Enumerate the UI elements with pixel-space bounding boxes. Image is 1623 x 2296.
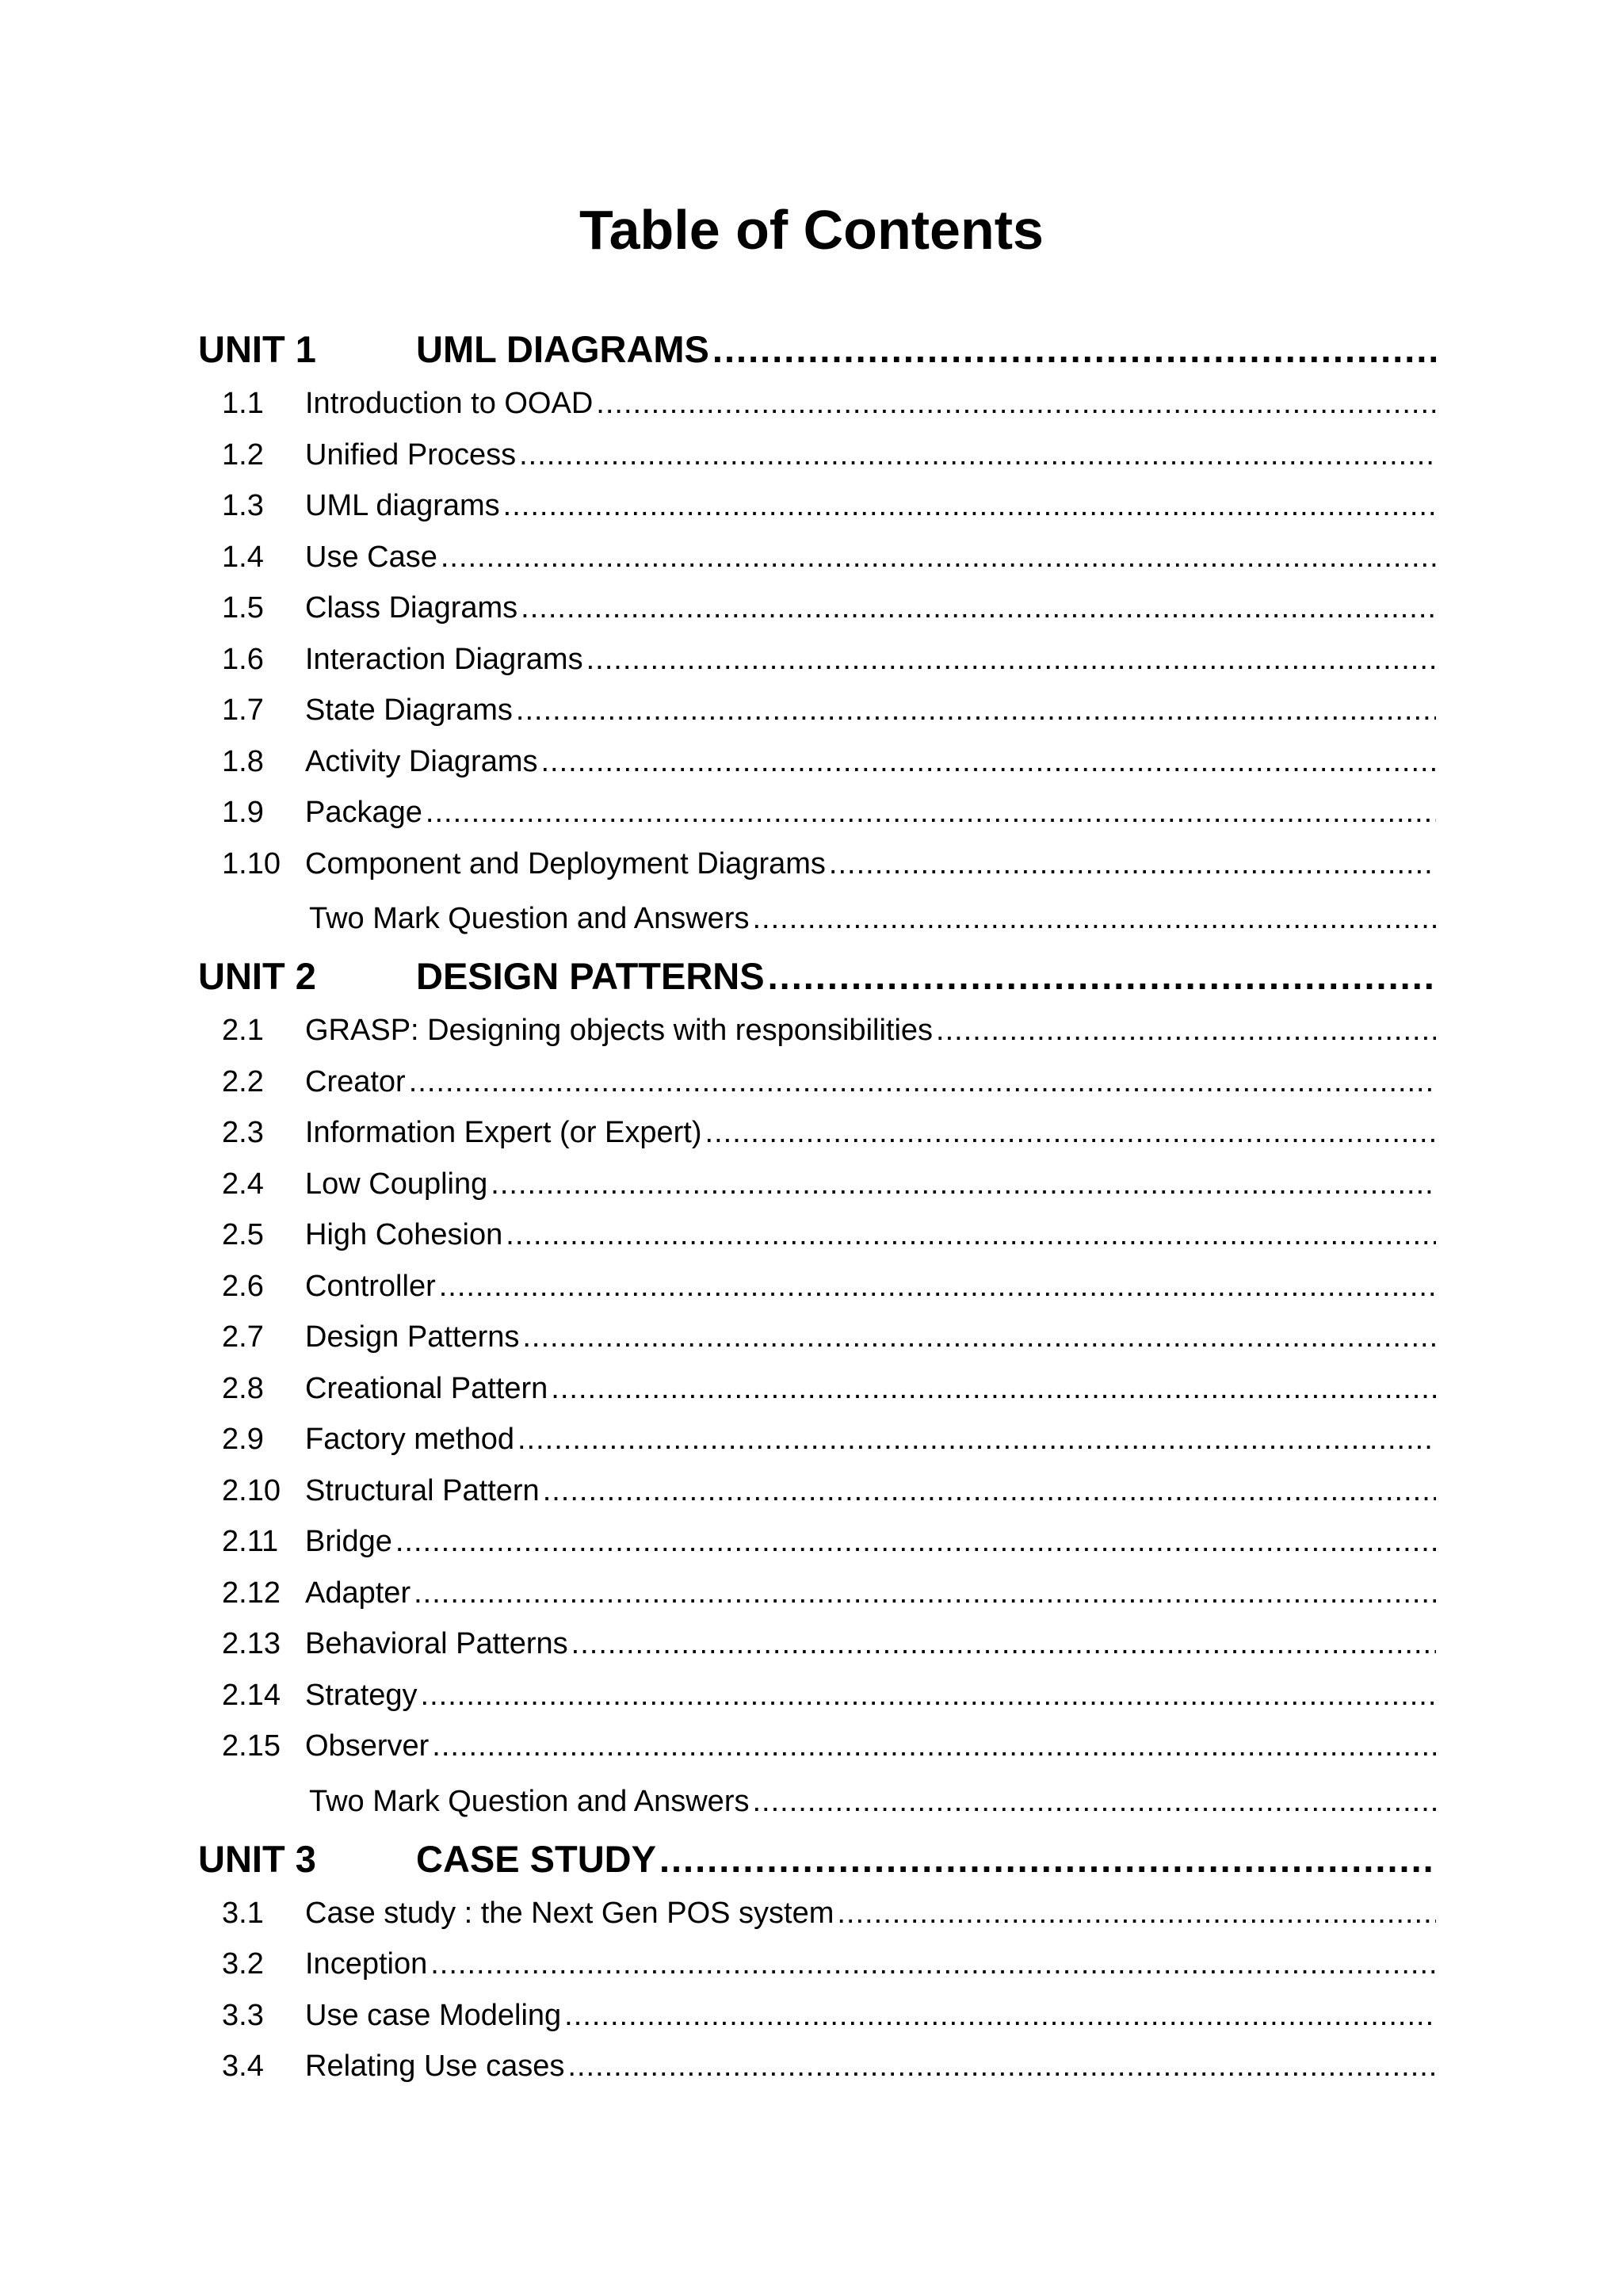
dot-leader (503, 480, 1436, 532)
dot-leader (571, 1618, 1436, 1670)
toc-entry[interactable] (198, 634, 1436, 686)
dot-leader (551, 1363, 1436, 1415)
dot-leader (659, 1831, 1436, 1888)
section-number: 1.7 (222, 693, 264, 727)
toc-entry[interactable] (198, 1568, 1436, 1619)
section-number: 2.3 (222, 1116, 264, 1149)
toc-entry[interactable] (198, 1312, 1436, 1363)
section-title: Structural Pattern (305, 1473, 540, 1507)
section-title: Introduction to OOAD (305, 387, 594, 420)
table-of-contents (198, 321, 1436, 2092)
dot-leader (519, 430, 1436, 481)
dot-leader (586, 634, 1436, 686)
unit-number: UNIT 3 (198, 1837, 316, 1880)
unit-title: UML DIAGRAMS (416, 328, 709, 370)
dot-leader (441, 532, 1436, 583)
section-number: 1.3 (222, 489, 264, 522)
toc-entry[interactable] (198, 1107, 1436, 1159)
section-number: 2.2 (222, 1064, 264, 1098)
section-number: 2.1 (222, 1014, 264, 1047)
section-title: Information Expert (or Expert) (305, 1116, 702, 1149)
unit-heading[interactable] (198, 1831, 1436, 1888)
section-title: Case study : the Next Gen POS system (305, 1896, 834, 1930)
toc-entry[interactable] (198, 1159, 1436, 1210)
section-title: Class Diagrams (305, 591, 518, 625)
section-number: 3.2 (222, 1947, 264, 1981)
dot-leader (712, 321, 1436, 378)
section-number: 2.4 (222, 1167, 264, 1201)
section-number: 2.7 (222, 1320, 264, 1354)
dot-leader (567, 2041, 1436, 2092)
toc-entry[interactable] (198, 1990, 1436, 2042)
unit-title: DESIGN PATTERNS (416, 955, 765, 997)
dot-leader (705, 1107, 1436, 1159)
dot-leader (543, 1465, 1436, 1517)
dot-leader (395, 1516, 1436, 1568)
toc-entry[interactable] (198, 1721, 1436, 1772)
dot-leader (541, 736, 1437, 788)
dot-leader (430, 1939, 1436, 1990)
dot-leader (409, 1056, 1436, 1108)
section-title: Inception (305, 1947, 428, 1981)
section-number: 2.15 (222, 1729, 281, 1763)
section-number: 2.13 (222, 1627, 281, 1660)
dot-leader (752, 889, 1436, 948)
section-number: 1.1 (222, 387, 264, 420)
dot-leader (517, 1414, 1436, 1465)
toc-entry[interactable] (198, 1888, 1436, 1939)
dot-leader (521, 583, 1436, 634)
unit-title: CASE STUDY (416, 1837, 656, 1880)
unit-number: UNIT 1 (198, 328, 316, 370)
section-title: Bridge (305, 1525, 392, 1558)
dot-leader (432, 1721, 1436, 1772)
toc-entry[interactable] (198, 480, 1436, 532)
section-number: 1.9 (222, 796, 264, 829)
dot-leader (564, 1990, 1436, 2042)
section-number: 1.10 (222, 846, 281, 881)
unit-heading[interactable] (198, 948, 1436, 1005)
toc-entry[interactable] (198, 1056, 1436, 1108)
toc-entry[interactable] (198, 1465, 1436, 1517)
section-number: 2.14 (222, 1678, 281, 1712)
section-number: 3.4 (222, 2050, 264, 2083)
toc-entry[interactable] (198, 2041, 1436, 2092)
toc-entry[interactable] (198, 1414, 1436, 1465)
dot-leader (596, 378, 1436, 430)
two-mark-title: Two Mark Question and Answers (309, 902, 750, 935)
toc-entry[interactable] (198, 1005, 1436, 1056)
section-title: Use case Modeling (305, 1998, 562, 2032)
section-title: UML diagrams (305, 489, 500, 522)
section-title: Observer (305, 1729, 430, 1763)
section-number: 2.6 (222, 1269, 264, 1303)
dot-leader (414, 1568, 1436, 1619)
toc-entry[interactable] (198, 583, 1436, 634)
section-title: Use Case (305, 540, 437, 574)
section-title: Unified Process (305, 437, 517, 472)
section-title: High Cohesion (305, 1218, 503, 1251)
dot-leader (506, 1209, 1436, 1261)
section-title: Interaction Diagrams (305, 642, 583, 676)
toc-entry[interactable] (198, 1618, 1436, 1670)
section-title: GRASP: Designing objects with responsibilities (305, 1014, 934, 1047)
dot-leader (768, 948, 1436, 1005)
section-number: 3.1 (222, 1896, 264, 1930)
section-number: 1.2 (222, 437, 264, 472)
dot-leader (837, 1888, 1436, 1939)
toc-entry[interactable] (198, 532, 1436, 583)
toc-entry[interactable] (198, 787, 1436, 839)
dot-leader (491, 1159, 1436, 1210)
section-title: Adapter (305, 1576, 411, 1610)
toc-entry[interactable] (198, 1363, 1436, 1415)
section-title: Package (305, 796, 422, 829)
dot-leader (936, 1005, 1436, 1056)
toc-entry[interactable] (198, 1209, 1436, 1261)
section-number: 2.9 (222, 1423, 264, 1456)
section-number: 2.11 (222, 1525, 279, 1558)
toc-entry[interactable] (198, 839, 1436, 890)
section-title: Strategy (305, 1678, 418, 1712)
toc-entry[interactable] (198, 1939, 1436, 1990)
section-number: 1.5 (222, 591, 264, 625)
section-number: 2.5 (222, 1218, 264, 1251)
unit-heading[interactable] (198, 321, 1436, 378)
two-mark-title: Two Mark Question and Answers (309, 1784, 750, 1818)
two-mark-entry[interactable] (198, 1772, 1436, 1831)
toc-entry[interactable] (198, 1261, 1436, 1312)
toc-entry[interactable] (198, 685, 1436, 736)
section-title: Factory method (305, 1423, 514, 1456)
page-title: Table of Contents (579, 199, 1044, 261)
section-number: 1.6 (222, 642, 264, 676)
section-title: Low Coupling (305, 1167, 488, 1201)
section-title: Relating Use cases (305, 2050, 565, 2083)
toc-entry[interactable] (198, 736, 1436, 788)
toc-entry[interactable] (198, 1670, 1436, 1721)
dot-leader (752, 1772, 1436, 1831)
section-title: Creator (305, 1064, 406, 1098)
section-number: 2.8 (222, 1371, 264, 1405)
toc-entry[interactable] (198, 1516, 1436, 1568)
unit-number: UNIT 2 (198, 955, 316, 997)
section-number: 3.3 (222, 1998, 264, 2032)
dot-leader (829, 839, 1436, 890)
section-number: 2.10 (222, 1473, 281, 1507)
dot-leader (516, 685, 1436, 736)
toc-entry[interactable] (198, 378, 1436, 430)
two-mark-entry[interactable] (198, 889, 1436, 948)
section-number: 2.12 (222, 1576, 281, 1610)
section-title: Activity Diagrams (305, 744, 538, 778)
section-number: 1.4 (222, 540, 264, 574)
dot-leader (522, 1312, 1436, 1363)
dot-leader (439, 1261, 1436, 1312)
dot-leader (421, 1670, 1436, 1721)
section-title: Component and Deployment Diagrams (305, 846, 826, 881)
section-number: 1.8 (222, 744, 264, 778)
toc-entry[interactable] (198, 430, 1436, 481)
section-title: Controller (305, 1269, 436, 1303)
section-title: State Diagrams (305, 693, 513, 727)
dot-leader (426, 787, 1436, 839)
section-title: Design Patterns (305, 1320, 520, 1354)
section-title: Creational Pattern (305, 1371, 548, 1405)
section-title: Behavioral Patterns (305, 1627, 568, 1660)
